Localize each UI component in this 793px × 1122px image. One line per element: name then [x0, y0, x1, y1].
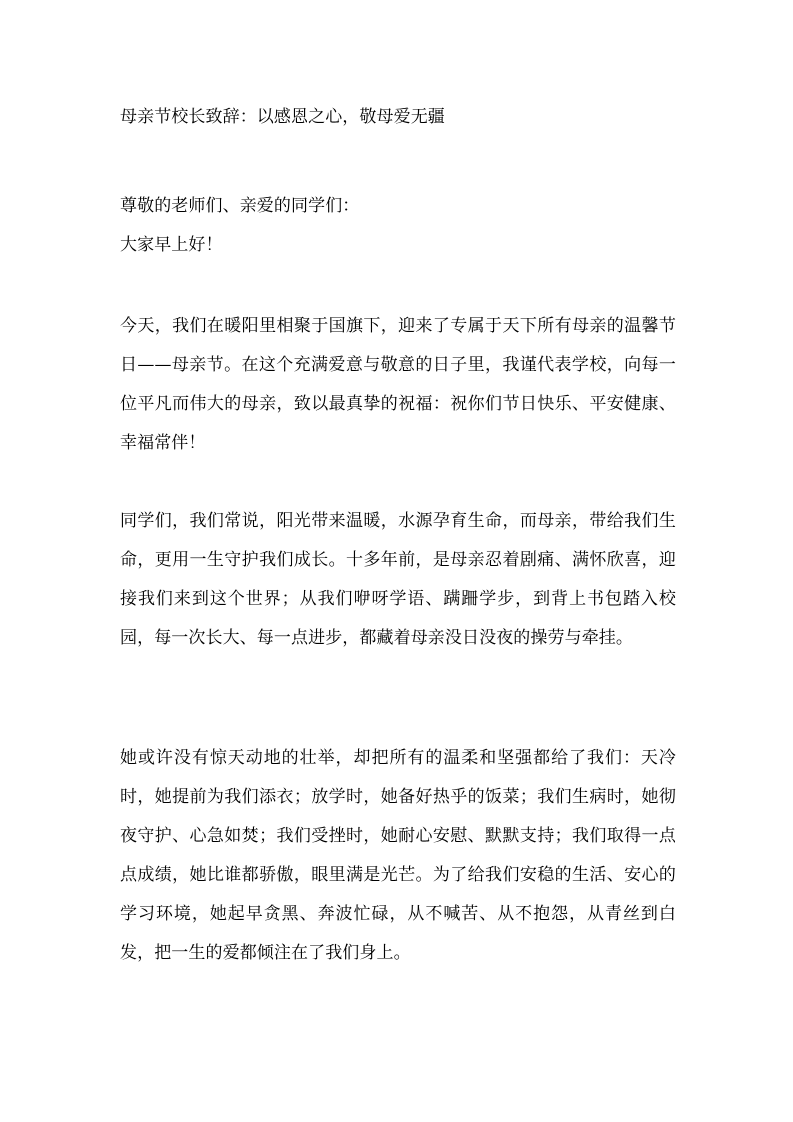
paragraph: 今天，我们在暖阳里相聚于国旗下，迎来了专属于天下所有母亲的温馨节日——母亲节。在这个充满爱意与敬意的日子里，我谨代表学校，向每一位平凡而伟大的母亲，致以最真挚的祝福：祝你们节日快乐、平安健康、幸福常伴！ — [120, 316, 676, 453]
paragraph: 同学们，我们常说，阳光带来温暖，水源孕育生命，而母亲，带给我们生命，更用一生守护我们成长。十多年前，是母亲忍着剧痛、满怀欣喜，迎接我们来到这个世界；从我们咿呀学语、蹒跚学步，到背上书包踏入校园，每一次长大、每一点进步，都藏着母亲没日没夜的操劳与牵挂。 — [120, 511, 676, 648]
document-title: 母亲节校长致辞：以感恩之心，敬母爱无疆 — [120, 107, 445, 127]
paragraph: 她或许没有惊天动地的壮举，却把所有的温柔和坚强都给了我们：天冷时，她提前为我们添衣；放学时，她备好热乎的饭菜；我们生病时，她彻夜守护、心急如焚；我们受挫时，她耐心安慰、默默支持；我们取得一点点成绩，她比谁都骄傲，眼里满是光芒。为了给我们安稳的生活、安心的学习环境，她起早贪黑、奔波忙碌，从不喊苦、从不抱怨，从青丝到白发，把一生的爱都倾注在了我们身上。 — [120, 748, 676, 963]
salutation: 尊敬的老师们、亲爱的同学们： — [120, 196, 360, 216]
morning-greeting: 大家早上好！ — [120, 235, 223, 255]
